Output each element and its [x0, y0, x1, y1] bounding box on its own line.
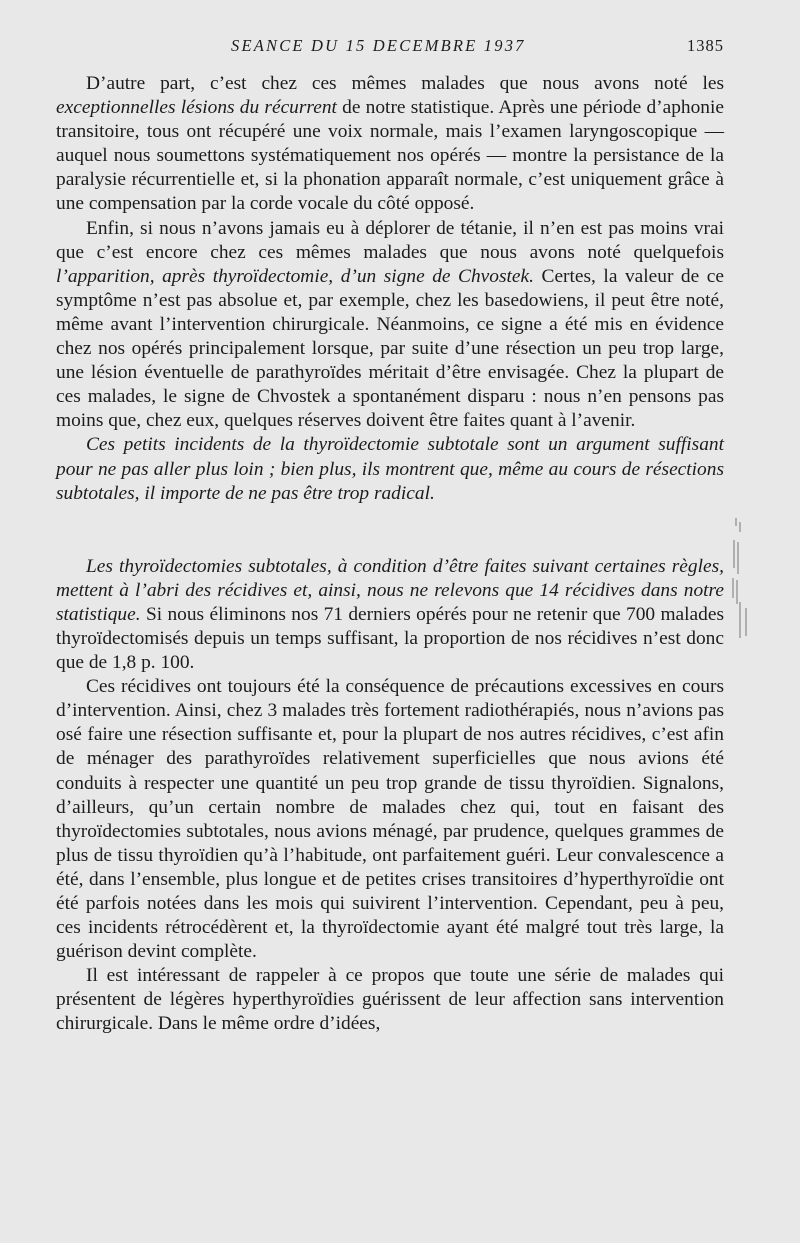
paragraph-text: Enfin, si nous n’avons jamais eu à déplorer de tétanie, il n’en est pas moins vrai que c’est encore chez ces mêmes malades que nous avons noté quelquefois [56, 217, 724, 263]
section-gap [56, 506, 724, 555]
emphasis-text: l’apparition, après thyroïdectomie, d’un signe de Chvostek. [56, 265, 534, 287]
paragraph-recurrences [56, 555, 724, 675]
paragraph-text: Ces petits incidents de la thyroïdectomie subtotale sont un argument suffisant pour ne pas aller plus loin ; bien plus, ils montrent que, même au cours de résections subtotales, il importe de ne pas être trop radical. [56, 434, 724, 504]
paragraph-text: de notre statistique. Après une période d’aphonie transitoire, tous ont récupéré une voix normale, mais l’examen laryngoscopique — auquel nous soumettons systématiquement nos opérés — montre la persistance de la paralysie récurrentielle et, si la phonation apparaît normale, c’est uniquement grâce à une compensation par la corde vocale du côté opposé. [56, 97, 724, 215]
pencil-mark-icon [728, 512, 768, 642]
paragraph-text: Il est intéressant de rappeler à ce propos que toute une série de malades qui présentent de légères hyperthyroïdies guérissent de leur affection sans intervention chirurgicale. Dans le même ordre d’idées, [56, 965, 724, 1035]
margin-pencil-marks [728, 512, 768, 642]
running-title: SEANCE DU 15 DECEMBRE 1937 [231, 36, 526, 55]
paragraph-conclusion-incidents [56, 433, 724, 505]
paragraph-text: D’autre part, c’est chez ces mêmes malades que nous avons noté les [86, 73, 724, 94]
page-number: 1385 [687, 36, 724, 55]
article-body [56, 72, 724, 1037]
paragraph-mild-hyperthyroidism [56, 964, 724, 1036]
paragraph-text: Certes, la valeur de ce symptôme n’est pas absolue et, par exemple, chez les basedowiens, il peut être noté, même avant l’intervention chirurgicale. Néanmoins, ce signe a été mis en évidence chez nos opérés principalement lorsque, par suite d’une résection un peu trop large, une lésion éventuelle de parathyroïdes méritait d’être envisagée. Chez la plupart de ces malades, le signe de Chvostek a spontanément disparu : nous n’en pensons pas moins que, chez eux, quelques réserves doivent être faites quant à l’avenir. [56, 265, 724, 432]
paragraph-text: Si nous éliminons nos 71 derniers opérés pour ne retenir que 700 malades thyroïdectomisés depuis un temps suffisant, la proportion de nos récidives n’est donc que de 1,8 p. 100. [56, 603, 724, 674]
paragraph-chvostek-sign [56, 217, 724, 434]
paragraph-recurrent-lesions [56, 72, 724, 217]
paragraph-text: Ces récidives ont toujours été la conséquence de précautions excessives en cours d’intervention. Ainsi, chez 3 malades très fortement radiothérapiés, nous n’avions pas osé faire une résection suffisante et, pour la plupart de nos autres récidives, c’est afin de ménager des parathyroïdes relativement superficielles que nous avions été conduits à respecter une quantité un peu trop grande de tissu thyroïdien. Signalons, d’ailleurs, qu’un certain nombre de malades chez qui, tout en faisant des thyroïdectomies subtotales, nous avions ménagé, par prudence, quelques grammes de plus de tissu thyroïdien qu’à l’habitude, ont parfaitement guéri. Leur convalescence a été, dans l’ensemble, plus longue et de petites crises transitoires d’hyperthyroïdie ont été parfois notées dans les mois qui suivirent l’intervention. Cependant, peu à peu, ces incidents rétrocédèrent et, la thyroïdectomie ayant été malgré tout très large, la guérison devint complète. [56, 676, 724, 963]
paragraph-recurrence-causes [56, 675, 724, 964]
emphasis-text: Les thyroïdectomies subtotales, à condition d’être faites suivant certaines règles, mettent à l’abri des récidives et, ainsi, nous ne relevons que 14 récidives dans notre statistique. [56, 555, 724, 625]
emphasis-text: exceptionnelles lésions du récurrent [56, 97, 337, 119]
running-header [56, 36, 724, 58]
